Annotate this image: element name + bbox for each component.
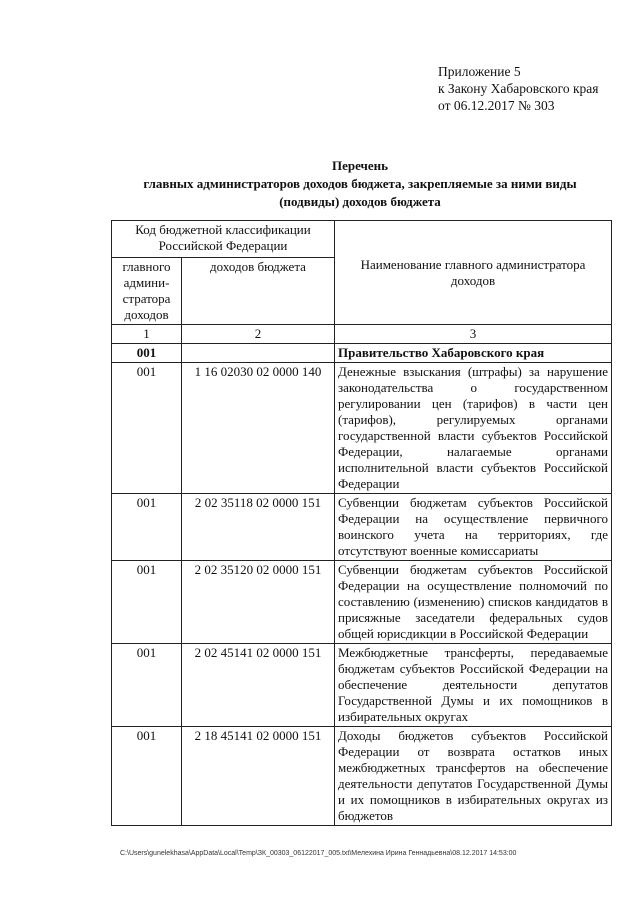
header-classification-code: Код бюджетной классификации Российской Федерации — [112, 221, 335, 258]
revenue-description: Субвенции бюджетам субъектов Российской Федерации на осуществление первичного воинского учета на территориях, где отсутствуют военные комиссариаты — [335, 494, 612, 561]
column-number-3: 3 — [335, 325, 612, 344]
file-path-footer: C:\Users\gunelekhasa\AppData\Local\Temp\ЗК_00303_06122017_005.txt\Мелехина Ирина Геннадьевна\08.12.2017 14:53:00 — [120, 850, 517, 857]
header-budget-revenue: доходов бюджета — [182, 258, 335, 325]
revenue-code: 2 02 35118 02 0000 151 — [182, 494, 335, 561]
column-number-1: 1 — [112, 325, 182, 344]
table-row — [112, 727, 612, 826]
appendix-date: от 06.12.2017 № 303 — [438, 98, 555, 113]
table-row — [112, 561, 612, 644]
appendix-number: Приложение 5 — [438, 64, 521, 79]
table-row — [112, 363, 612, 494]
admin-code: 001 — [112, 727, 182, 826]
admin-code: 001 — [112, 344, 182, 363]
revenue-description: Субвенции бюджетам субъектов Российской Федерации на осуществление полномочий по составлению (изменению) списков кандидатов в присяжные заседатели федеральных судов общей юрисдикции в Российской Федерации — [335, 561, 612, 644]
column-number-row — [112, 325, 612, 344]
revenue-description: Денежные взыскания (штрафы) за нарушение законодательства о государственном регулировании цен (тарифов) в части цен (тарифов), регулируемых органами государственной власти субъектов Российской Федерации, налагаемые органами исполнительной власти субъектов Российской Федерации — [335, 363, 612, 494]
admin-code: 001 — [112, 561, 182, 644]
appendix-law: к Закону Хабаровского края — [438, 81, 599, 96]
header-admin-name: Наименование главного администратора доходов — [335, 221, 612, 325]
document-title — [100, 157, 620, 211]
column-number-2: 2 — [182, 325, 335, 344]
admin-code: 001 — [112, 363, 182, 494]
table-row — [112, 494, 612, 561]
revenue-code: 2 02 45141 02 0000 151 — [182, 644, 335, 727]
revenue-code: 2 02 35120 02 0000 151 — [182, 561, 335, 644]
table-row — [112, 344, 612, 363]
appendix-block — [438, 63, 599, 114]
admin-code: 001 — [112, 644, 182, 727]
admin-name: Правительство Хабаровского края — [335, 344, 612, 363]
header-row-1 — [112, 221, 612, 258]
revenue-code: 2 18 45141 02 0000 151 — [182, 727, 335, 826]
title-line-1: Перечень — [331, 158, 389, 173]
revenue-code: 1 16 02030 02 0000 140 — [182, 363, 335, 494]
admin-code: 001 — [112, 494, 182, 561]
revenue-description: Межбюджетные трансферты, передаваемые бюджетам субъектов Российской Федерации на обеспечение деятельности депутатов Государственной Думы и их помощников в избирательных округах — [335, 644, 612, 727]
revenue-administrators-table — [111, 220, 612, 826]
title-line-2: главных администраторов доходов бюджета, закрепляемые за ними виды — [143, 176, 577, 191]
table-row — [112, 644, 612, 727]
title-line-3: (подвиды) доходов бюджета — [279, 194, 441, 209]
header-chief-admin: главного админи-стратора доходов — [112, 258, 182, 325]
revenue-code — [182, 344, 335, 363]
revenue-description: Доходы бюджетов субъектов Российской Федерации от возврата остатков иных межбюджетных трансфертов на обеспечение деятельности депутатов Государственной Думы и их помощников в избирательных округах из бюджетов — [335, 727, 612, 826]
